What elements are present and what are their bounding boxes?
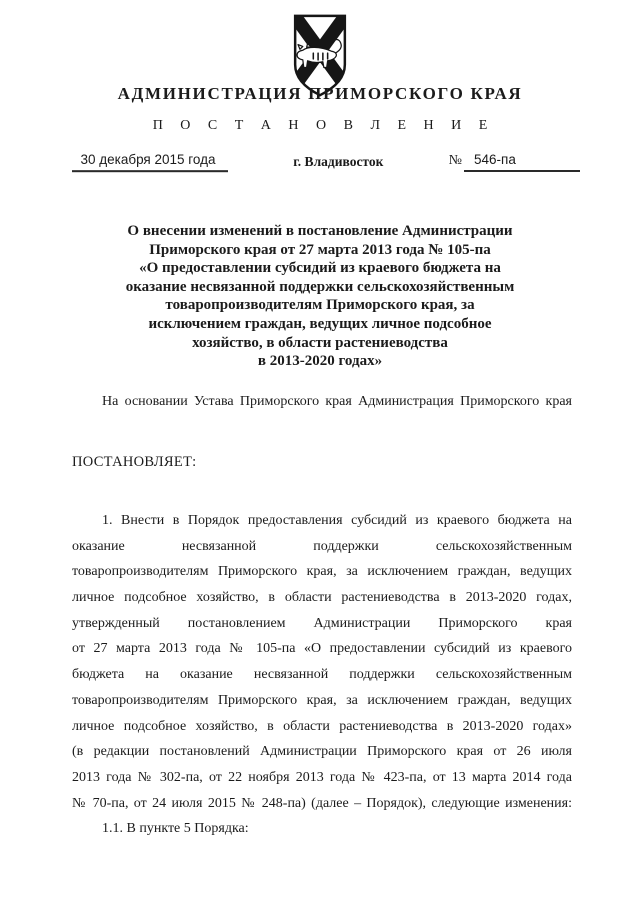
title-line: товаропроизводителям Приморского края, за — [165, 297, 475, 314]
body-line: оказание несвязанной поддержки сельскохозяйственным — [72, 538, 572, 554]
body-line: от 27 марта 2013 года № 105-па «О предоставлении субсидий из краевого — [72, 641, 572, 657]
title-line: О внесении изменений в постановление Администрации — [127, 223, 513, 239]
decree-title — [90, 222, 550, 371]
body-line: 1. Внести в Порядок предоставления субсидий из краевого бюджета на — [102, 513, 572, 528]
title-line: Приморского края от 27 марта 2013 года № 105-па — [149, 241, 491, 258]
number-value: 546-па — [464, 152, 580, 172]
body-line: бюджета на оказание несвязанной поддержки сельскохозяйственным — [72, 667, 572, 683]
document-number — [449, 152, 580, 172]
body-line: утвержденный постановлением Администрации Приморского края — [72, 615, 572, 631]
resolves-label: ПОСТАНОВЛЯЕТ: — [72, 454, 197, 470]
body-line: 1.1. В пункте 5 Порядка: — [102, 821, 249, 837]
title-line: оказание несвязанной поддержки сельскохозяйственным — [125, 278, 515, 295]
body-line: личное подсобное хозяйство, в области растениеводства в 2013-2020 годах, — [72, 590, 572, 606]
body-line: (в редакции постановлений Администрации Приморского края от 26 июля — [72, 744, 572, 760]
organization-name: АДМИНИСТРАЦИЯ ПРИМОРСКОГО КРАЯ — [117, 84, 523, 103]
document-place: г. Владивосток — [293, 154, 384, 169]
title-line: хозяйство, в области растениеводства — [192, 334, 448, 351]
document-date: 30 декабря 2015 года — [72, 152, 228, 172]
title-line: «О предоставлении субсидий из краевого бюджета на — [139, 260, 501, 277]
body-line: № 70-па, от 24 июля 2015 № 248-па) (далее – Порядок), следующие изменения: — [72, 795, 572, 811]
document-meta-row — [72, 152, 580, 172]
body-line: личное подсобное хозяйство, в области растениеводства в 2013-2020 годах» — [72, 718, 572, 734]
document-type-title: П О С Т А Н О В Л Е Н И Е — [152, 118, 495, 133]
number-sign: № — [448, 153, 462, 168]
preamble-line: На основании Устава Приморского края Администрация Приморского края — [102, 394, 572, 409]
body-line: товаропроизводителям Приморского края, за исключением граждан, ведущих — [72, 692, 572, 708]
body-line: товаропроизводителям Приморского края, за исключением граждан, ведущих — [72, 564, 572, 580]
body-line: 2013 года № 302-па, от 22 ноября 2013 года № 423-па, от 13 марта 2014 года — [72, 769, 572, 785]
title-line: исключением граждан, ведущих личное подсобное — [148, 315, 492, 332]
decree-body — [72, 508, 572, 842]
title-line: в 2013-2020 годах» — [257, 353, 383, 370]
